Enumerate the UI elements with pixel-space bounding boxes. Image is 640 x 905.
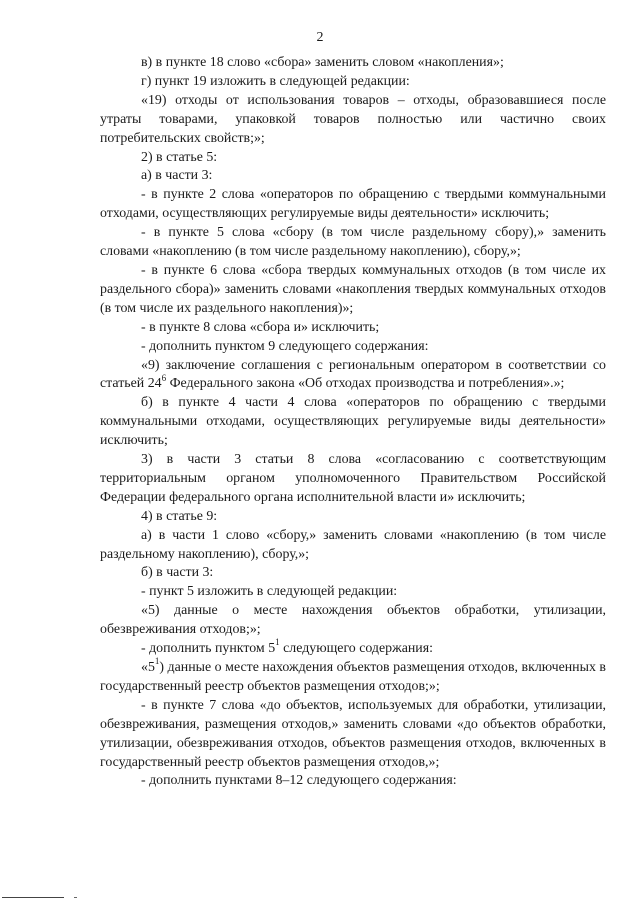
paragraph: - дополнить пунктом $5^1$ следующего содержания: — [141, 637, 433, 657]
paragraph: а) в части 1 слово «сбору,» заменить словами «накоплению (в том числе раздельному накоплению), сбору,»; — [100, 527, 606, 562]
paragraph: - в пункте 6 слова «сбора твердых коммунальных отходов (в том числе их раздельного сбора)» заменить словами «накопления твердых коммунальных отходов (в том числе их раздельного накопления)»; — [100, 262, 606, 316]
paragraph: 4) в статье 9: — [141, 508, 218, 524]
paragraph: «$5^1$) данные о месте нахождения объектов размещения отходов, включенных в государственный реестр объектов размещения отходов;»; — [100, 656, 606, 694]
paragraph: «5) данные о месте нахождения объектов обработки, утилизации, обезвреживания отходов;»; — [100, 603, 606, 638]
paragraph: «19) отходы от использования товаров – отходы, образовавшиеся после утраты товарами, упаковкой товаров полностью или частично своих потребительских свойств;»; — [100, 92, 606, 146]
footer-mark — [74, 897, 77, 899]
document-body — [100, 54, 606, 791]
page-number: 2 — [316, 30, 324, 45]
footer-rule — [2, 897, 64, 899]
paragraph: - пункт 5 изложить в следующей редакции: — [141, 584, 398, 600]
paragraph: - в пункте 8 слова «сбора и» исключить; — [141, 319, 380, 335]
paragraph: «9) заключение соглашения с региональным оператором в соответствии со статьей $24^6$ Федерального закона «Об отходах производства и потребления».»; — [100, 357, 606, 392]
paragraph: - в пункте 2 слова «операторов по обращению с твердыми коммунальными отходами, осуществляющих регулируемые виды деятельности» исключить; — [100, 187, 606, 222]
paragraph: 3) в части 3 статьи 8 слова «согласованию с соответствующим территориальным органом уполномоченного Правительством Российской Федерации федерального органа исполнительной власти и» исключить; — [100, 452, 606, 505]
paragraph: - в пункте 7 слова «до объектов, используемых для обработки, утилизации, обезвреживания, размещения отходов,» заменить словами «до объектов обработки, утилизации, обезвреживания отходов, объектов размещения отходов, включенных в государственный реестр объектов размещения отходов,»; — [100, 697, 606, 770]
paragraph: а) в части 3: — [141, 168, 213, 184]
paragraph: 2) в статье 5: — [141, 149, 218, 165]
paragraph: - дополнить пунктом 9 следующего содержания: — [141, 338, 429, 354]
paragraph: - дополнить пунктами 8–12 следующего содержания: — [141, 773, 457, 789]
paragraph: в) в пункте 18 слово «сбора» заменить словом «накопления»; — [141, 55, 504, 70]
paragraph: - в пункте 5 слова «сбору (в том числе раздельному сбору),» заменить словами «накоплению (в том числе раздельному накоплению), сбору,»; — [100, 225, 606, 260]
paragraph: г) пункт 19 изложить в следующей редакции: — [141, 73, 410, 89]
paragraph: б) в пункте 4 части 4 слова «операторов по обращению с твердыми коммунальными отходами, осуществляющих регулируемые виды деятельности» исключить; — [100, 395, 606, 449]
paragraph: б) в части 3: — [141, 565, 214, 581]
